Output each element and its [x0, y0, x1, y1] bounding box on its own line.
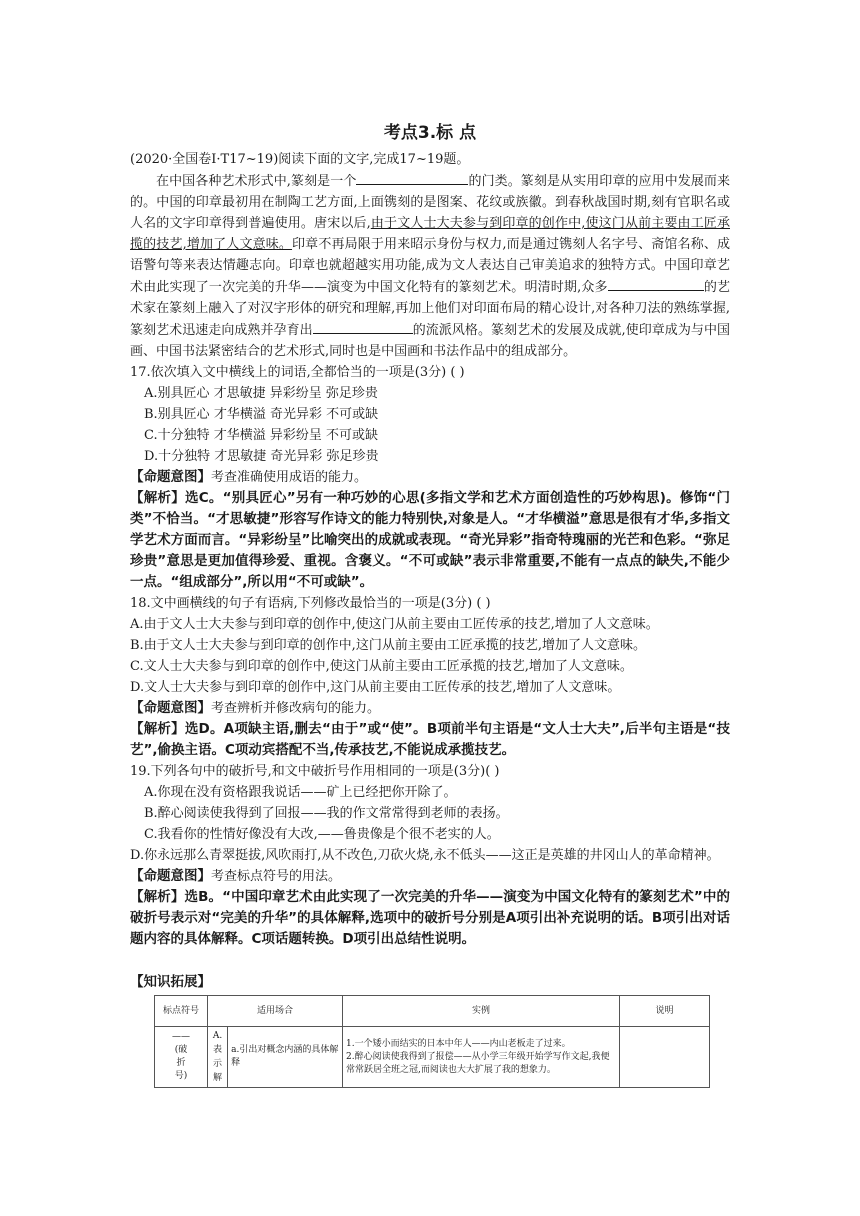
- intent-label: 【命题意图】: [130, 469, 211, 485]
- q18-analysis: [130, 719, 730, 761]
- analysis-label: 【解析】: [130, 889, 185, 905]
- q17-option-b: B.别具匠心 才华横溢 奇光异彩 不可或缺: [144, 407, 379, 422]
- table-row: [155, 1027, 710, 1088]
- analysis-label: 【解析】: [130, 490, 185, 506]
- cell-symbol: [155, 1027, 208, 1088]
- source-line: (2020·全国卷Ⅰ·T17~19)阅读下面的文字,完成17~19题。: [130, 152, 470, 167]
- analysis-text: 选D。A项缺主语,删去“由于”或“使”。B项前半句主语是“文人士大夫”,后半句主语是“技艺”,偷换主语。C项动宾搭配不当,传承技艺,不能说成承揽技艺。: [130, 721, 730, 758]
- document-page: [130, 112, 730, 1088]
- q18-option-d: D.文人士大夫参与到印章的创作中,这门从前主要由工匠传承的技艺,增加了人文意味。: [130, 680, 621, 695]
- q19-option-d: D.你永远那么青翠挺拔,风吹雨打,从不改色,刀砍火烧,永不低头——这正是英雄的井冈山人的革命精神。: [130, 848, 720, 863]
- symbol-name: (破折号): [174, 1045, 188, 1081]
- q19-option-b: B.醉心阅读使我得到了回报——我的作文常常得到老师的表扬。: [144, 806, 509, 821]
- analysis-text: 选B。“中国印章艺术由此实现了一次完美的升华——演变为中国文化特有的篆刻艺术”中的破折号表示对“完美的升华”的具体解释,选项中的破折号分别是A项引出补充说明的话。B项引出对话题内容的具体解释。C项话题转换。D项引出总结性说明。: [130, 889, 730, 947]
- reading-passage: [130, 170, 730, 362]
- q18-option-b: B.由于文人士大夫参与到印章的创作中,这门从前主要由工匠承揽的技艺,增加了人文意味。: [130, 638, 646, 653]
- q17-analysis: [130, 488, 730, 593]
- q17-option-a: A.别具匠心 才思敏捷 异彩纷呈 弥足珍贵: [144, 386, 378, 401]
- passage-s2: 的门类。篆刻是从实用印章的应用中发展而来的。中国的印章最初用在制陶工艺方面,上面镌刻的是图案、花纹或族徽。到春秋战国时期,刻有官职名或人名的文字印章得到普遍使用。唐宋以后,: [130, 174, 730, 231]
- q17-option-d: D.十分独特 才思敏捷 奇光异彩 弥足珍贵: [144, 449, 379, 464]
- passage-s3: 印章不再局限于用来昭示身份与权力,而是通过镌刻人名字号、斋馆名称、成语警句等来表达情趣志向。印章也就超越实用功能,成为文人表达自己审美追求的独特方式。中国印章艺术由此实现了一次完美的升华——演变为中国文化特有的篆刻艺术。明清时期,众多: [130, 237, 730, 295]
- q19-analysis: [130, 887, 730, 950]
- q17-option-c: C.十分独特 才华横溢 异彩纷呈 不可或缺: [144, 428, 379, 443]
- q19-stem: 19.下列各句中的破折号,和文中破折号作用相同的一项是(3分)( ): [130, 764, 500, 779]
- cell-case-main: [208, 1027, 228, 1088]
- header-example: 实例: [343, 996, 620, 1027]
- q17-intent: [130, 467, 730, 488]
- q18-option-a: A.由于文人士大夫参与到印章的创作中,使这门从前主要由工匠传承的技艺,增加了人文意味。: [130, 617, 659, 632]
- passage-s5: 的流派风格。篆刻艺术的发展及成就,使印章成为与中国画、中国书法紧密结合的艺术形式,同时也是中国画和书法作品中的组成部分。: [130, 323, 730, 359]
- q19-intent: [130, 866, 730, 887]
- table-header-row: [155, 996, 710, 1027]
- cell-note: [620, 1027, 710, 1088]
- underlined-sentence: 由于文人士大夫参与到印章的创作中,使这门从前主要由工匠承揽的技艺,增加了人文意味。: [130, 216, 730, 252]
- passage-s4: 的艺术家在篆刻上融入了对汉字形体的研究和理解,再加上他们对印面布局的精心设计,对各种刀法的熟练掌握,篆刻艺术迅速走向成熟并孕育出: [130, 280, 730, 338]
- page-title: 考点3.标 点: [383, 123, 477, 143]
- knowledge-table: [154, 995, 710, 1088]
- q18-intent: [130, 698, 730, 719]
- blank-3: [313, 319, 413, 334]
- intent-text: 考查准确使用成语的能力。: [211, 470, 368, 485]
- knowledge-label: 【知识拓展】: [130, 974, 211, 990]
- intent-text: 考查标点符号的用法。: [211, 869, 342, 884]
- case-main-text: A.表示解: [212, 1031, 223, 1083]
- blank-1: [356, 170, 468, 185]
- analysis-text: 选C。“别具匠心”另有一种巧妙的心思(多指文学和艺术方面创造性的巧妙构思)。修饰“门类”不恰当。“才思敏捷”形容写作诗文的能力特别快,对象是人。“才华横溢”意思是很有才华,多指文学艺术方面而言。“异彩纷呈”比喻突出的成就或表现。“奇光异彩”指奇特瑰丽的光芒和色彩。“弥足珍贵”意思是更加值得珍爱、重视。含褒义。“不可或缺”表示非常重要,不能有一点点的缺失,不能少一点。“组成部分”,所以用“不可或缺”。: [130, 490, 730, 590]
- intent-label: 【命题意图】: [130, 700, 211, 716]
- q17-stem: 17.依次填入文中横线上的词语,全都恰当的一项是(3分) ( ): [130, 365, 465, 380]
- header-symbol: 标点符号: [155, 996, 208, 1027]
- q19-option-c: C.我看你的性情好像没有大改,——鲁贵像是个很不老实的人。: [144, 827, 500, 842]
- q18-option-c: C.文人士大夫参与到印章的创作中,使这门从前主要由工匠承揽的技艺,增加了人文意味。: [130, 659, 633, 674]
- intent-text: 考查辨析并修改病句的能力。: [211, 701, 381, 716]
- intent-label: 【命题意图】: [130, 868, 211, 884]
- passage-s1: 在中国各种艺术形式中,篆刻是一个: [156, 174, 357, 189]
- blank-2: [608, 276, 704, 291]
- header-case: 适用场合: [208, 996, 343, 1027]
- q19-option-a: A.你现在没有资格跟我说话——矿上已经把你开除了。: [144, 785, 457, 800]
- header-note: 说明: [620, 996, 710, 1027]
- symbol-dash: ——: [172, 1032, 190, 1042]
- cell-case-sub: a.引出对概念内涵的具体解释: [228, 1027, 343, 1088]
- analysis-label: 【解析】: [130, 721, 185, 737]
- cell-examples: 1.一个矮小而结实的日本中年人——内山老板走了过来。 2.醉心阅读使我得到了报偿——从小学三年级开始学写作文起,我便常常跃居全班之冠,而阅读也大大扩展了我的想象力。: [343, 1027, 620, 1088]
- q18-stem: 18.文中画横线的句子有语病,下列修改最恰当的一项是(3分) ( ): [130, 596, 491, 611]
